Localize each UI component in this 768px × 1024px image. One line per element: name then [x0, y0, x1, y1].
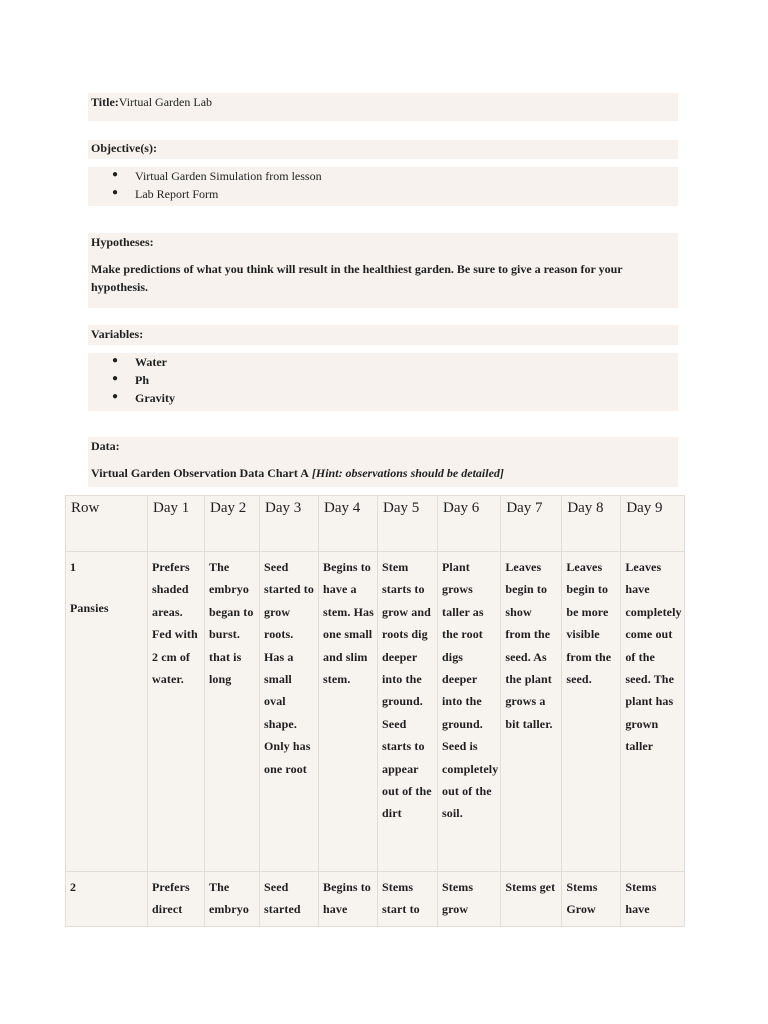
chart-hint: [Hint: observations should be detailed] — [311, 466, 504, 480]
hypotheses-text: Make predictions of what you think will result in the healthiest garden. Be sure to give a reason for your hypothesis. — [91, 262, 623, 294]
objectives-list-band — [88, 167, 678, 206]
table-cell: Seed started — [260, 872, 319, 927]
column-header: Day 9 — [621, 496, 684, 552]
variables-list-band — [88, 353, 678, 411]
title-band — [88, 93, 678, 121]
table-cell: Stems get — [501, 872, 562, 927]
table-cell: Stems start to — [378, 872, 438, 927]
table-cell: Begins to have — [319, 872, 378, 927]
column-header: Row — [66, 496, 148, 552]
column-header: Day 2 — [205, 496, 260, 552]
table-cell: Begins to have a stem. Has one small and slim stem. — [319, 552, 378, 872]
row-number: 2 — [70, 880, 77, 894]
chart-title: Virtual Garden Observation Data Chart A — [91, 466, 309, 480]
column-header: Day 1 — [148, 496, 205, 552]
row-number: 1 — [70, 560, 77, 574]
column-header: Day 6 — [438, 496, 501, 552]
table-cell: The embryo began to burst. that is long — [205, 552, 260, 872]
data-band — [88, 437, 678, 487]
chart-caption — [91, 466, 504, 481]
hypotheses-label: Hypotheses: — [91, 235, 154, 249]
variable-item: Gravity — [135, 391, 175, 405]
column-header: Day 3 — [260, 496, 319, 552]
table-cell: Stems Grow — [562, 872, 621, 927]
row-label-cell — [66, 872, 148, 927]
objectives-label: Objective(s): — [91, 141, 157, 155]
table-cell: Stems have — [621, 872, 684, 927]
variable-item: Ph — [135, 373, 150, 387]
title-label: Title: — [91, 95, 119, 109]
column-header: Day 4 — [319, 496, 378, 552]
table-header-row — [66, 496, 685, 552]
table-cell: Plant grows taller as the root digs deeper into the ground. Seed is completely out of the soil. — [438, 552, 501, 872]
row-label-cell — [66, 552, 148, 872]
title-value: Virtual Garden Lab — [118, 95, 213, 109]
title-line — [91, 95, 212, 110]
column-header: Day 8 — [562, 496, 621, 552]
hypotheses-band — [88, 233, 678, 308]
objectives-label-band — [88, 140, 678, 159]
bullet-icon: ● — [112, 355, 119, 366]
variables-label-band — [88, 325, 678, 345]
table-cell: Stems grow — [438, 872, 501, 927]
table-cell: Stem starts to grow and roots dig deeper into the ground. Seed starts to appear out of the dirt — [378, 552, 438, 872]
objective-item: Lab Report Form — [135, 187, 219, 201]
table-cell: Prefers shaded areas. Fed with 2 cm of water. — [148, 552, 205, 872]
table-cell: Prefers direct — [148, 872, 205, 927]
bullet-icon: ● — [112, 187, 119, 198]
table-cell: Seed started to grow roots. Has a small oval shape. Only has one root — [260, 552, 319, 872]
bullet-icon: ● — [112, 391, 119, 402]
column-header: Day 7 — [501, 496, 562, 552]
table-cell: Leaves have completely come out of the seed. The plant has grown taller — [621, 552, 684, 872]
table-cell: Leaves begin to show from the seed. As the plant grows a bit taller. — [501, 552, 562, 872]
bullet-icon: ● — [112, 373, 119, 384]
column-header: Day 5 — [378, 496, 438, 552]
table-cell: The embryo — [205, 872, 260, 927]
variable-item: Water — [135, 355, 167, 369]
table-row — [66, 552, 685, 872]
variables-label: Variables: — [91, 327, 144, 341]
objective-item: Virtual Garden Simulation from lesson — [135, 169, 322, 183]
plant-name: Pansies — [70, 601, 109, 616]
table-row — [66, 872, 685, 927]
table-cell: Leaves begin to be more visible from the seed. — [562, 552, 621, 872]
observation-table — [65, 495, 685, 927]
data-label: Data: — [91, 439, 120, 453]
bullet-icon: ● — [112, 169, 119, 180]
